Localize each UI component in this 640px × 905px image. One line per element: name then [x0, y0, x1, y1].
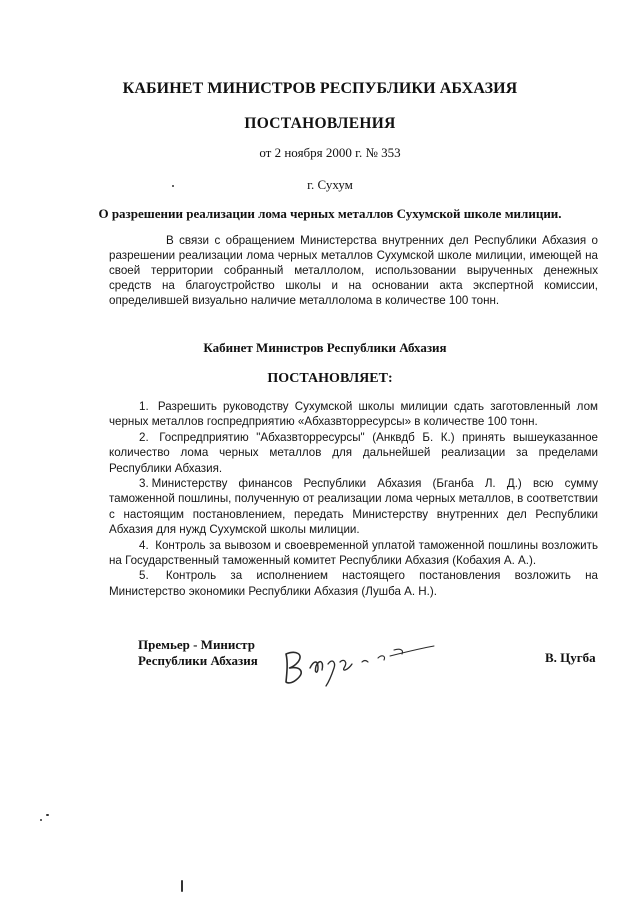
document-subject: О разрешении реализации лома черных металлов Сухумской школе милиции. [98, 206, 562, 221]
resolution-items [109, 399, 598, 599]
document-type: ПОСТАНОВЛЕНИЯ [244, 115, 396, 132]
scan-speck [181, 880, 183, 892]
item-text: Контроль за исполнением настоящего постановления возложить на Министерство экономики Республики Абхазия (Лушба А. Н.). [109, 569, 598, 598]
handwritten-signature [278, 628, 438, 688]
signatory-position-line1: Премьер - Министр [138, 637, 255, 652]
cabinet-name-line: Кабинет Министров Республики Абхазия [203, 340, 447, 355]
item-number: 4. [139, 538, 149, 552]
scan-speck [40, 819, 42, 821]
item-text: Контроль за вывозом и своевременной уплатой таможенной пошлины возложить на Государственный таможенный комитет Республики Абхазия (Кобахия А. А.). [109, 538, 598, 568]
signatory-position [138, 637, 258, 669]
item-text: Разрешить руководству Сухумской школы милиции сдать заготовленный лом черных металлов госпредприятию «Абхазвторресурсы» в количестве 100 тонн. [109, 400, 598, 429]
resolution-item-2 [109, 430, 598, 476]
item-number: 5. [139, 569, 149, 583]
item-number: 3. [139, 477, 149, 491]
document-date-number: от 2 ноября 2000 г. № 353 [259, 145, 401, 160]
scan-speck [46, 814, 49, 816]
item-text: Госпредприятию "Абхазвторресурсы" (Анквдб Б. К.) принять вышеуказанное количество лома черных металлов для дальнейшей реализации за пределами Республики Абхазия. [109, 430, 598, 475]
item-number: 1. [139, 400, 149, 413]
resolves-heading: ПОСТАНОВЛЯЕТ: [267, 371, 393, 386]
signatory-position-line2: Республики Абхазия [138, 653, 258, 668]
item-text: Министерству финансов Республики Абхазия (Бганба Л. Д.) всю сумму таможенной пошлины, полученную от реализации лома черных металлов, в соответствии с настоящим постановлением, передать Министерству внутренних дел Республики Абхазия для нужд Сухумской школы милиции. [109, 477, 598, 537]
intro-paragraph: В связи с обращением Министерства внутренних дел Республики Абхазия о разрешении реализации лома черных металлов Сухумской школе милиции, имеющей на своей территории собранный металлолом, использовании вырученных денежных средств на благоустройство школы и на основании акта экспертной комиссии, определившей визуально наличие металлолома в количестве 100 тонн. [109, 234, 598, 307]
resolution-item-5 [109, 568, 598, 599]
resolution-item-3 [109, 476, 598, 538]
signatory-name: В. Цугба [545, 650, 596, 665]
issuer-title: КАБИНЕТ МИНИСТРОВ РЕСПУБЛИКИ АБХАЗИЯ [122, 80, 518, 97]
resolution-item-1 [109, 399, 598, 430]
item-number: 2. [139, 430, 149, 444]
scan-speck [172, 185, 174, 187]
resolution-item-4 [109, 538, 598, 569]
document-city: г. Сухум [307, 177, 353, 192]
